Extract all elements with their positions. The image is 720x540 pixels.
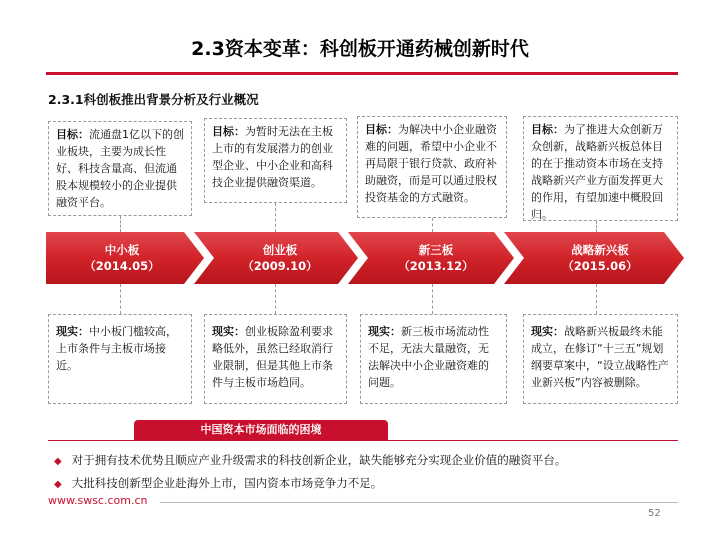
page-title: 2.3资本变革：科创板开通药械创新时代: [191, 38, 529, 60]
stage-name: 新三板: [418, 243, 454, 257]
goal-label: 目标：: [531, 123, 564, 136]
stage-name: 中小板: [104, 243, 140, 257]
reality-label: 现实：: [531, 325, 564, 338]
footer-divider: [160, 502, 678, 503]
stage-label-xinsanban: [366, 232, 496, 284]
reality-box-zhongxiaoban: [48, 314, 192, 404]
goal-label: 目标：: [365, 123, 398, 136]
reality-box-zhanlvexinxingban: [523, 314, 678, 404]
difficulty-text: 大批科技创新型企业赴海外上市，国内资本市场竞争力不足。: [71, 476, 383, 490]
goal-text: 为解决中小企业融资难的问题，希望中小企业不再局限于银行贷款、政府补助融资，而是可以通过股权投资基金的方式融资。: [365, 123, 497, 204]
section-subtitle: 2.3.1科创板推出背景分析及行业概况: [48, 92, 259, 107]
goal-text: 为暂时无法在主板上市的有发展潜力的创业型企业、中小企业和高科技企业提供融资渠道。: [212, 125, 333, 189]
stage-date: （2014.05）: [84, 259, 160, 273]
reality-text: 新三板市场流动性不足，无法大量融资，无法解决中小企业融资难的问题。: [368, 325, 489, 389]
difficulty-item: [54, 475, 382, 491]
reality-box-chuangyeban: [204, 314, 347, 404]
goal-label: 目标：: [56, 128, 89, 141]
reality-box-xinsanban: [360, 314, 507, 404]
stage-name: 创业板: [262, 243, 298, 257]
footer-url[interactable]: www.swsc.com.cn: [48, 494, 148, 507]
difficulty-item: [54, 452, 566, 468]
reality-label: 现实：: [368, 325, 401, 338]
stage-date: （2013.12）: [398, 259, 474, 273]
stage-name: 战略新兴板: [571, 243, 629, 257]
stage-label-zhongxiaoban: [52, 232, 182, 284]
difficulties-divider: [48, 440, 678, 441]
diamond-bullet-icon: ◆: [54, 479, 62, 490]
reality-label: 现实：: [56, 325, 89, 338]
reality-text: 创业板除盈利要求略低外，虽然已经取消行业限制，但是其他上市条件与主板市场趋同。: [212, 325, 333, 389]
reality-text: 战略新兴板最终未能成立，在修订“十三五”规划纲要草案中，“设立战略性产业新兴板”内容被删除。: [531, 325, 669, 389]
goal-text: 为了推进大众创新万众创新，战略新兴板总体目的在于推动资本市场在支持战略新兴产业方面发挥更大的作用，有望加速中概股回归。: [531, 123, 663, 221]
reality-text: 中小板门槛较高，上市条件与主板市场接近。: [56, 325, 177, 372]
stage-label-chuangyeban: [210, 232, 340, 284]
stage-label-zhanlvexinxingban: [522, 232, 668, 284]
difficulties-banner: 中国资本市场面临的困境: [134, 420, 388, 440]
difficulty-text: 对于拥有技术优势且顺应产业升级需求的科技创新企业，缺失能够充分实现企业价值的融资平台。: [71, 453, 567, 467]
goal-label: 目标：: [212, 125, 245, 138]
goal-text: 流通盘1亿以下的创业板块，主要为成长性好、科技含量高、但流通股本规模较小的企业提供融资平台。: [56, 128, 184, 209]
stage-date: （2009.10）: [242, 259, 318, 273]
page-number: 52: [648, 508, 661, 519]
stage-date: （2015.06）: [562, 259, 638, 273]
diamond-bullet-icon: ◆: [54, 456, 62, 467]
reality-label: 现实：: [212, 325, 245, 338]
